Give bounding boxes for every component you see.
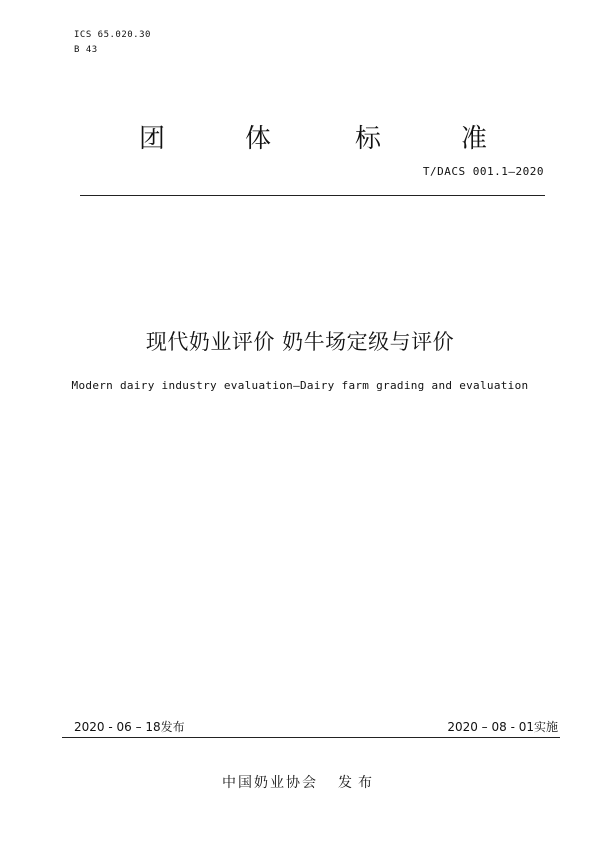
- publisher-action: 发布: [338, 775, 378, 791]
- ccs-code: B 43: [74, 45, 98, 55]
- publisher-line: [0, 772, 600, 792]
- issue-date: 2020 - 06 – 18发布: [74, 720, 185, 734]
- standard-type-heading: [0, 118, 600, 154]
- header-divider: [80, 195, 545, 196]
- standard-type-char: 体: [244, 124, 272, 154]
- title-english: Modern dairy industry evaluation—Dairy farm grading and evaluation: [71, 379, 529, 392]
- ics-code: ICS 65.020.30: [74, 30, 151, 40]
- footer-divider: [62, 737, 560, 738]
- standard-type-char: 准: [460, 124, 488, 154]
- publisher-organization: 中国奶业协会: [222, 775, 318, 791]
- standard-type-char: 标: [354, 124, 382, 154]
- implementation-date: 2020 – 08 - 01实施: [447, 720, 558, 734]
- standard-type-char: 团: [138, 124, 166, 154]
- standard-code: T/DACS 001.1—2020: [422, 165, 544, 178]
- title-chinese: 现代奶业评价 奶牛场定级与评价: [145, 330, 455, 354]
